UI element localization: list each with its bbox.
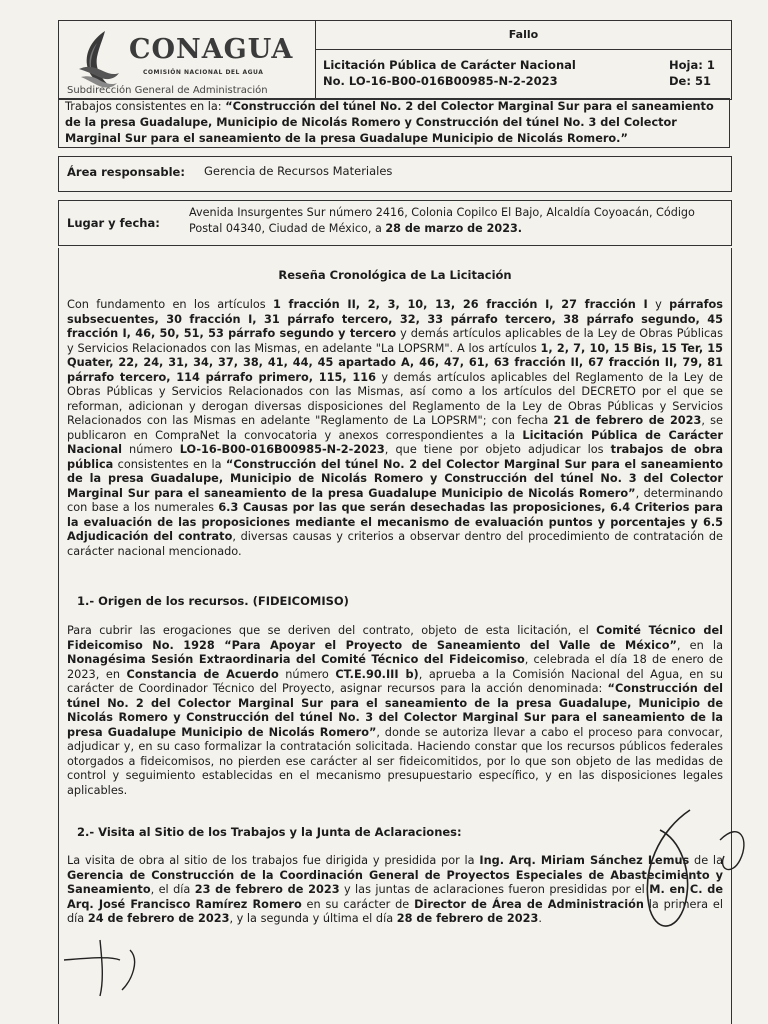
text-run: , que tiene por objeto adjudicar los — [384, 443, 611, 456]
text-run: 28 de febrero de 2023 — [396, 912, 539, 925]
text-run: 1 fracción II, 2, 3, 10, 13, 26 fracción I, 27 fracción I — [273, 298, 648, 311]
place-date-value — [189, 205, 727, 237]
licitacion-type: Licitación Pública de Carácter Nacional — [323, 58, 576, 72]
text-run: consistentes en la — [113, 457, 226, 471]
text-run: , el día — [150, 883, 195, 896]
place-date — [58, 200, 732, 246]
text-run: Con fundamento en los artículos — [67, 298, 273, 311]
paragraph-visita-sitio — [67, 854, 723, 927]
text-run: , y la segunda y última el día — [229, 912, 397, 925]
logo-name: CONAGUA — [129, 34, 294, 65]
logo-division: Subdirección General de Administración — [67, 85, 268, 96]
heading-origen-recursos: 1.- Origen de los recursos. (FIDEICOMISO) — [77, 594, 349, 608]
text-run: y — [647, 298, 670, 311]
text-run: , diversas causas y criterios a observar dentro del procedimiento de contratación de carácter nacional mencionado. — [67, 530, 723, 558]
licitacion-number: No. LO-16-B00-016B00985-N-2-2023 — [323, 74, 558, 88]
text-run: , determinando con base a los numerales — [67, 486, 723, 514]
text-run: 21 de febrero de 2023 — [553, 414, 702, 427]
text-run: número — [121, 443, 180, 456]
text-run: Constancia de Acuerdo — [126, 667, 279, 681]
text-run: , donde se autoriza llevar a cabo el proceso para convocar, adjudicar y, en su caso formalizar la contratación solicitada. Haciendo constar que los recursos públicos federales otorgados a fideicomisos, no pierden ese carácter al ser fideicomitidos, por lo que son objeto de las medidas de control y seguimiento establecidas en el mecanismo presupuestario específico, y en las disposiciones legales aplicables. — [67, 725, 723, 797]
text-run: 1, 2, 7, 10, 15 Bis, 15 Ter, 15 Quater, 22, 24, 31, 34, 37, 38, 41, 44, 45 apartado A, 46, 47, 61, 63 fracción II, 67 fracción II, 79, 81 párrafo tercero, 114 párrafo primero, 115, 116 — [67, 341, 723, 384]
text-run: Para cubrir las erogaciones que se deriven del contrato, objeto de esta licitación, el — [67, 624, 597, 637]
conagua-logo-icon — [75, 29, 121, 89]
logo-cell — [59, 21, 316, 99]
address: Avenida Insurgentes Sur número 2416, Colonia Copilco El Bajo, Alcaldía Coyoacán, Código Postal 04340, Ciudad de México, a — [189, 206, 695, 235]
works-prefix: Trabajos consistentes en la: — [65, 100, 226, 113]
text-run: 23 de febrero de 2023 — [194, 883, 340, 896]
text-run: , en la — [676, 638, 723, 652]
text-run: CT.E.90.III b) — [335, 667, 419, 681]
responsible-area — [58, 156, 732, 192]
text-run: La visita de obra al sitio de los trabajos fue dirigida y presidida por la — [67, 854, 480, 867]
page-total: De: 51 — [669, 74, 711, 88]
text-run: , se publicaron en CompraNet la convocatoria y anexos correspondientes a la — [67, 414, 723, 442]
text-run: en su carácter de — [301, 897, 415, 911]
text-run: M. en C. de Arq. José Francisco Ramírez Romero — [67, 883, 723, 911]
paragraph-origen-recursos — [67, 624, 723, 798]
responsible-area-label: Área responsable: — [67, 165, 185, 179]
document-header — [58, 20, 732, 100]
text-run: y demás artículos aplicables del Reglamento de la Ley de Obras Públicas y Servicios Relacionados con las Mismas, así como a los artículos del DECRETO por el que se reforman, adicionan y derogan diversas disposiciones del Reglamento de la Ley de Obras Públicas y Servicios Relacionados con las Mismas en adelante "Reglamento de La LOPSRM"; con fecha — [67, 370, 723, 427]
text-run: LO-16-B00-016B00985-N-2-2023 — [179, 443, 385, 456]
text-run: 24 de febrero de 2023 — [87, 912, 230, 925]
document-body — [58, 248, 732, 1024]
page-number: Hoja: 1 — [669, 58, 715, 72]
responsible-area-value: Gerencia de Recursos Materiales — [204, 164, 393, 178]
text-run: y demás artículos aplicables de la Ley de Obras Públicas y Servicios Relacionados con las Mismas, en adelante "La LOPSRM". A los artículos — [67, 327, 723, 355]
works-title: “Construcción del túnel No. 2 del Colector Marginal Sur para el saneamiento de la presa Guadalupe, Municipio de Nicolás Romero y Construcción del túnel No. 3 del Colector Marginal Sur para el saneamiento de la presa Guadalupe Municipio de Nicolás Romero.” — [65, 100, 714, 145]
text-run: Nonagésima Sesión Extraordinaria del Comité Técnico del Fideicomiso — [67, 653, 525, 666]
text-run: . — [538, 912, 542, 925]
text-run: y las juntas de aclaraciones fueron presididas por el — [339, 883, 650, 896]
text-run: párrafos subsecuentes, 30 fracción I, 31 párrafo tercero, 32, 33 párrafo tercero, 38 párrafo segundo, 45 fracción I, 46, 50, 51, 53 párrafo segundo y tercero — [67, 298, 724, 340]
text-run: Gerencia de Construcción de la Coordinación General de Proyectos Especiales de Abastecimiento y Saneamiento — [67, 868, 723, 896]
text-run: trabajos de obra pública — [67, 443, 724, 471]
text-run: “Construcción del túnel No. 2 del Colector Marginal Sur para el saneamiento de la presa Guadalupe, Municipio de Nicolás Romero y Construcción del túnel No. 3 del Colector Marginal Sur para el saneamiento de la presa Guadalupe Municipio de Nicolás Romero” — [67, 682, 723, 739]
works-description — [58, 98, 730, 148]
text-run: Licitación Pública de Carácter Nacional — [67, 428, 723, 456]
text-run: Director de Área de Administración — [414, 897, 644, 911]
licitacion-info — [323, 57, 576, 89]
text-run: Ing. Arq. Miriam Sánchez Lemus — [479, 854, 690, 867]
text-run: , celebrada el día 18 de enero de 2023, en — [67, 653, 723, 681]
text-run: 6.3 Causas por las que serán desechadas las proposiciones, 6.4 Criterios para la evaluación de las proposiciones mediante el mecanismo de evaluación puntos y porcentajes y 6.5 Adjudicación del contrato — [67, 501, 723, 543]
logo-subtitle: COMISIÓN NACIONAL DEL AGUA — [143, 69, 264, 76]
text-run: número — [278, 667, 336, 681]
paragraph-fundamento — [67, 298, 723, 559]
text-run: Comité Técnico del Fideicomiso No. 1928 “Para Apoyar el Proyecto de Saneamiento del Valle de México” — [67, 624, 723, 652]
date: 28 de marzo de 2023. — [385, 222, 523, 235]
text-run: de la — [689, 854, 723, 867]
text-run: la primera el día — [67, 897, 723, 925]
section-title: Reseña Cronológica de La Licitación — [278, 268, 512, 282]
text-run: “Construcción del túnel No. 2 del Colector Marginal Sur para el saneamiento de la presa Guadalupe, Municipio de Nicolás Romero y Construcción del túnel No. 3 del Colector Marginal Sur para el saneamiento de la presa Guadalupe Municipio de Nicolás Romero” — [67, 457, 723, 500]
place-date-label: Lugar y fecha: — [67, 216, 160, 230]
text-run: , aprueba a la Comisión Nacional del Agua, en su carácter de Coordinador Técnico del Proyecto, asignar recursos para la acción denominada: — [67, 667, 723, 695]
heading-visita-sitio: 2.- Visita al Sitio de los Trabajos y la Junta de Aclaraciones: — [77, 825, 462, 839]
document-type: Fallo — [316, 21, 731, 50]
page-counter — [669, 57, 715, 89]
